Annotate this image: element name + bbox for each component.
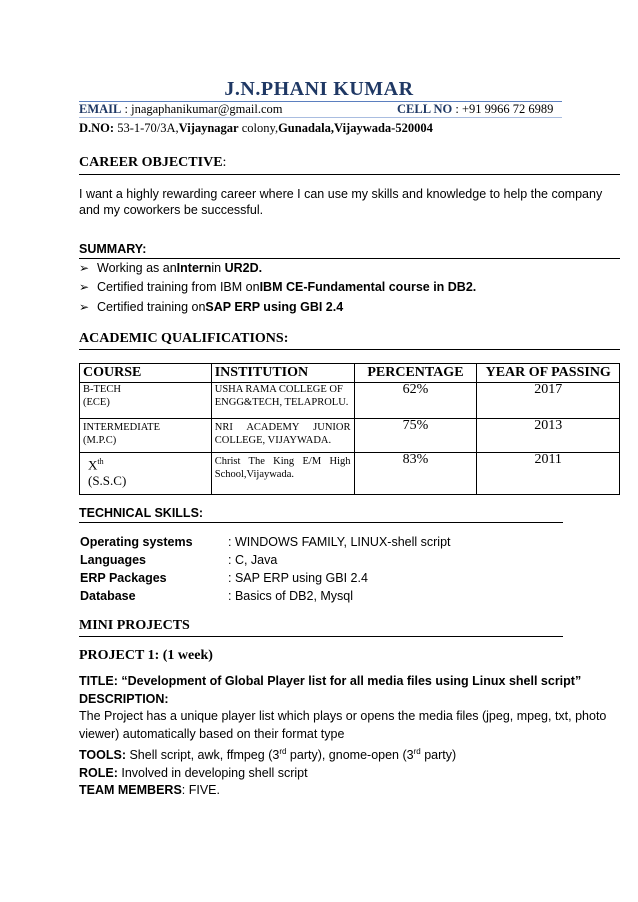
institution-cell: Christ The King E/M High School,Vijaywada. [211, 453, 354, 495]
percentage-cell: 83% [354, 453, 477, 495]
col-course: COURSE [80, 364, 212, 383]
description-text: The Project has a unique player list which plays or opens the media files (jpeg, mpeg, txt, photo viewer) automatically based on their format type [79, 709, 607, 741]
dno-value: 53-1-70/3A, [117, 121, 179, 135]
city: Gunadala,Vijaywada-520004 [278, 121, 433, 135]
summary-heading: SUMMARY: [79, 242, 147, 256]
list-item: ➢ Working as an Intern in UR2D. [79, 260, 263, 275]
role-line: ROLE: Involved in developing shell script [79, 765, 308, 780]
course-cell: B-TECH (ECE) [80, 383, 212, 419]
arrow-bullet-icon: ➢ [79, 260, 90, 275]
technical-heading: TECHNICAL SKILLS: [79, 506, 204, 520]
year-cell: 2011 [477, 453, 620, 495]
email-label: EMAIL [79, 102, 122, 116]
cell-label: CELL NO [397, 102, 453, 116]
skill-row: Operating systems : WINDOWS FAMILY, LINUX-shell script [80, 535, 451, 549]
career-text: I want a highly rewarding career where I can use my skills and knowledge to help the company and my coworkers be successful. [79, 187, 603, 217]
course-cell: Xth (S.S.C) [80, 453, 212, 495]
academic-rule [79, 349, 620, 350]
course-cell: INTERMEDIATE (M.P.C) [80, 419, 212, 453]
cell-value: +91 9966 72 6989 [461, 102, 554, 116]
skill-row: ERP Packages : SAP ERP using GBI 2.4 [80, 571, 368, 585]
table-row [80, 419, 620, 453]
percentage-cell: 62% [354, 383, 477, 419]
description-label: DESCRIPTION: [79, 691, 169, 706]
technical-list [80, 535, 451, 607]
career-rule [79, 174, 620, 175]
project-heading: PROJECT 1: (1 week) [79, 648, 213, 663]
table-row [80, 383, 620, 419]
percentage-cell: 75% [354, 419, 477, 453]
address-line [79, 121, 433, 136]
institution-cell: USHA RAMA COLLEGE OF ENGG&TECH, TELAPROLU. [211, 383, 354, 419]
list-item: ➢ Certified training from IBM on IBM CE-Fundamental course in DB2. [79, 280, 477, 295]
dno-label: D.NO: [79, 121, 115, 135]
table-header-row [80, 364, 620, 383]
list-item: ➢ Certified training on SAP ERP using GBI 2.4 [79, 299, 344, 314]
skill-row: Languages : C, Java [80, 553, 278, 567]
academic-table [79, 363, 620, 495]
email-value[interactable]: jnagaphanikumar@gmail.com [131, 102, 283, 116]
table-row [80, 453, 620, 495]
year-cell: 2013 [477, 419, 620, 453]
col-institution: INSTITUTION [211, 364, 354, 383]
project-title: TITLE: “Development of Global Player list for all media files using Linux shell script” [79, 674, 582, 688]
col-percentage: PERCENTAGE [354, 364, 477, 383]
contact-rule [79, 117, 562, 118]
skill-row: Database : Basics of DB2, Mysql [80, 589, 354, 603]
cell-group: CELL NO : +91 9966 72 6989 [397, 102, 554, 116]
project-details [79, 673, 619, 800]
academic-heading: ACADEMIC QUALIFICATIONS: [79, 331, 289, 346]
mini-projects-heading: MINI PROJECTS [79, 618, 190, 633]
tools-line: TOOLS: Shell script, awk, ffmpeg (3rd party), gnome-open (3rd party) [79, 747, 457, 763]
arrow-bullet-icon: ➢ [79, 280, 90, 295]
col-year: YEAR OF PASSING [477, 364, 620, 383]
team-line: TEAM MEMBERS: FIVE. [79, 783, 220, 798]
contact-line: EMAIL : jnagaphanikumar@gmail.com CELL NO : +91 9966 72 6989 [79, 102, 554, 116]
mini-projects-rule [79, 636, 563, 637]
arrow-bullet-icon: ➢ [79, 299, 90, 314]
career-heading: CAREER OBJECTIVE: [79, 155, 227, 170]
area: Vijaynagar [178, 121, 239, 135]
summary-list [79, 258, 476, 317]
year-cell: 2017 [477, 383, 620, 419]
candidate-name: J.N.PHANI KUMAR [224, 78, 414, 100]
colony: colony, [241, 121, 279, 135]
institution-cell: NRI ACADEMY JUNIOR COLLEGE, VIJAYWADA. [211, 419, 354, 453]
technical-rule [79, 522, 563, 523]
